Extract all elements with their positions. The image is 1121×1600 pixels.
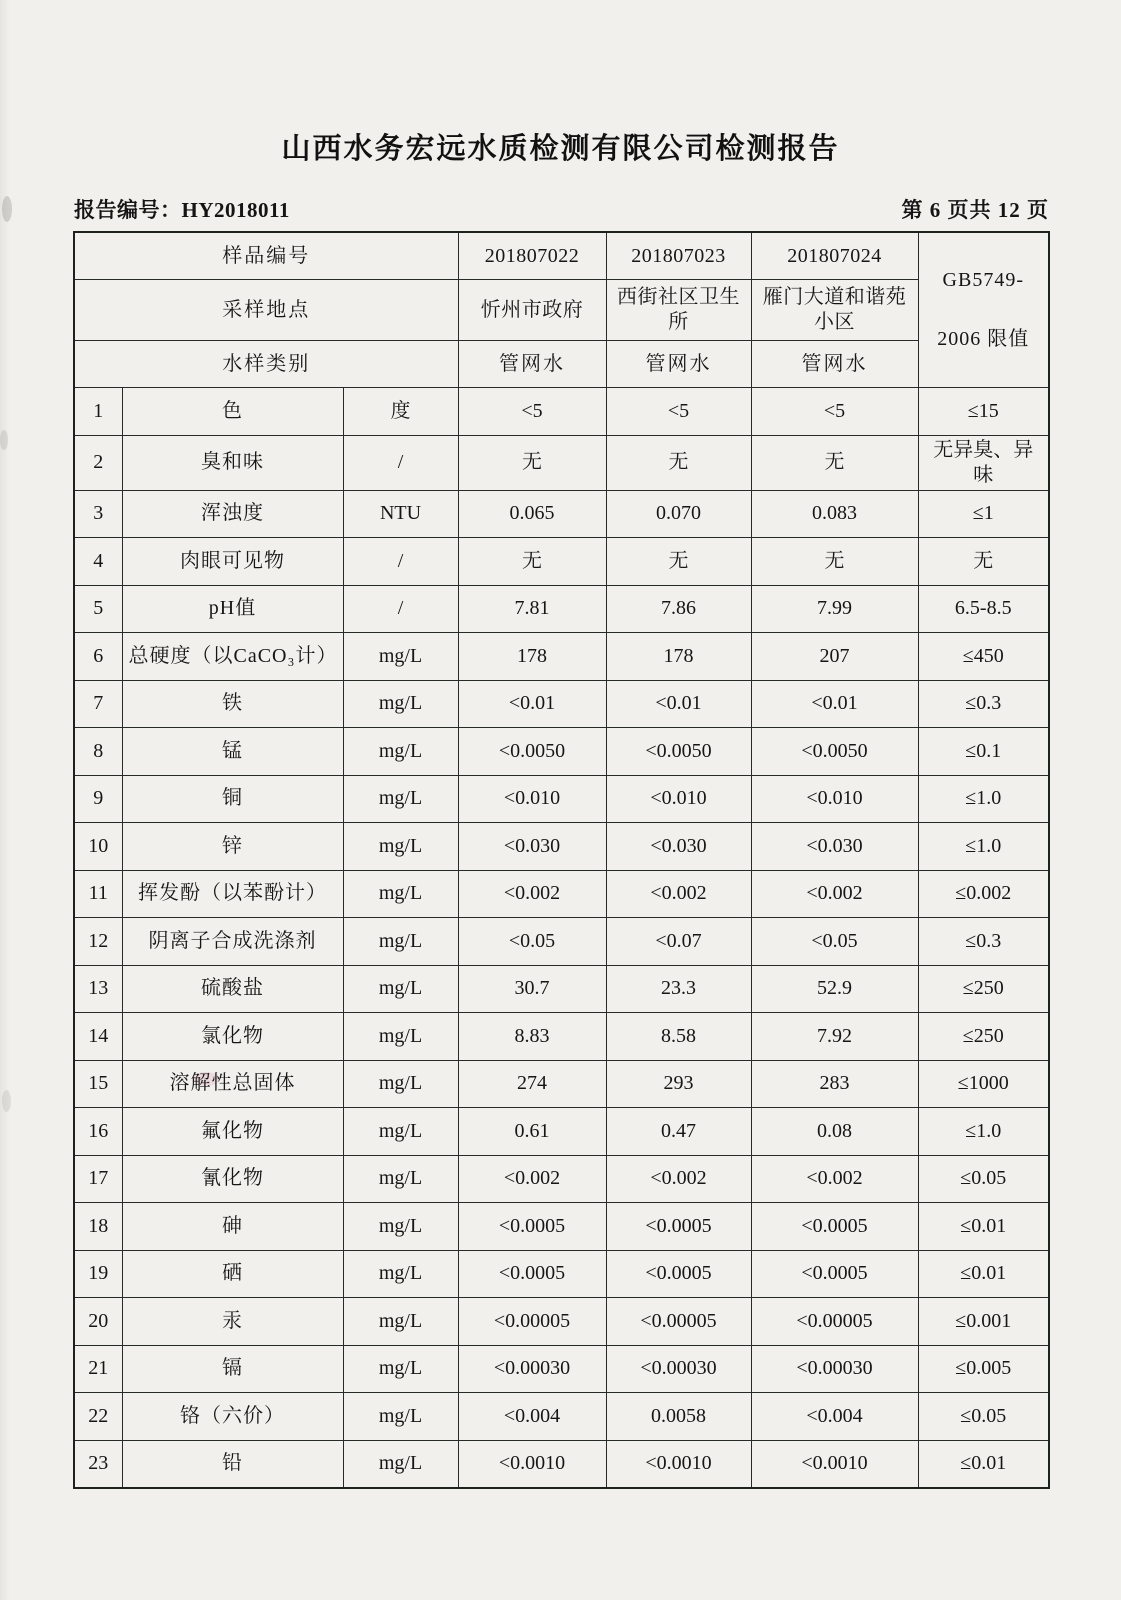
sample2-value-cell: <0.0005 xyxy=(606,1250,751,1298)
row-number-cell: 21 xyxy=(74,1345,122,1393)
table-row xyxy=(74,1203,1049,1251)
sample2-type-cell: 管网水 xyxy=(606,341,751,388)
limit-standard-label xyxy=(925,235,1043,385)
sample1-value-cell: <0.030 xyxy=(458,823,606,871)
sample1-value-cell: <0.002 xyxy=(458,870,606,918)
table-row xyxy=(74,1440,1049,1488)
table-row xyxy=(74,823,1049,871)
report-number-label: 报告编号： xyxy=(74,198,182,222)
sample2-value-cell: <0.00005 xyxy=(606,1298,751,1346)
row-number-cell: 3 xyxy=(74,490,122,538)
row-number-cell: 9 xyxy=(74,775,122,823)
parameter-name-cell: 总硬度（以CaCO₃计） xyxy=(122,633,343,681)
sample1-value-cell: 无 xyxy=(458,538,606,586)
limit-value-cell: ≤1000 xyxy=(918,1060,1049,1108)
parameter-name-cell: 汞 xyxy=(122,1298,343,1346)
sample1-value-cell: <0.0005 xyxy=(458,1203,606,1251)
sample2-value-cell: 0.070 xyxy=(606,490,751,538)
row-number-cell: 23 xyxy=(74,1440,122,1488)
sample3-value-cell: <0.00005 xyxy=(751,1298,918,1346)
scan-artifact xyxy=(0,430,8,450)
sample2-value-cell: <0.00030 xyxy=(606,1345,751,1393)
limit-value-cell: 无 xyxy=(918,538,1049,586)
sample3-value-cell: 无 xyxy=(751,435,918,490)
sample2-value-cell: <5 xyxy=(606,388,751,436)
unit-cell: mg/L xyxy=(343,870,458,918)
results-table xyxy=(73,231,1050,1489)
sample1-no-cell: 201807022 xyxy=(458,232,606,280)
unit-cell: mg/L xyxy=(343,1013,458,1061)
sample2-value-cell: 0.47 xyxy=(606,1108,751,1156)
table-row xyxy=(74,1393,1049,1441)
unit-cell: mg/L xyxy=(343,728,458,776)
table-row xyxy=(74,1060,1049,1108)
parameter-name-cell: 铅 xyxy=(122,1440,343,1488)
sample1-value-cell: <0.004 xyxy=(458,1393,606,1441)
parameter-name-cell: 硫酸盐 xyxy=(122,965,343,1013)
sample1-value-cell: <0.00030 xyxy=(458,1345,606,1393)
sample1-value-cell: 274 xyxy=(458,1060,606,1108)
limit-value-cell: ≤0.1 xyxy=(918,728,1049,776)
sample3-value-cell: <0.030 xyxy=(751,823,918,871)
parameter-name-cell: 铁 xyxy=(122,680,343,728)
table-row xyxy=(74,1250,1049,1298)
limit-value-cell: ≤250 xyxy=(918,1013,1049,1061)
header-row-sample-no xyxy=(74,232,1049,280)
sample3-value-cell: 0.083 xyxy=(751,490,918,538)
sample2-value-cell: 293 xyxy=(606,1060,751,1108)
sample1-value-cell: 30.7 xyxy=(458,965,606,1013)
page-number-indicator: 第 6 页共 12 页 xyxy=(901,198,1049,222)
unit-cell: mg/L xyxy=(343,775,458,823)
unit-cell: mg/L xyxy=(343,633,458,681)
sample2-value-cell: <0.07 xyxy=(606,918,751,966)
limit-value-cell: ≤15 xyxy=(918,388,1049,436)
table-body xyxy=(74,388,1049,1489)
table-row xyxy=(74,965,1049,1013)
sample-no-label-cell: 样品编号 xyxy=(74,232,458,280)
sample3-value-cell: <5 xyxy=(751,388,918,436)
unit-cell: / xyxy=(343,435,458,490)
row-number-cell: 11 xyxy=(74,870,122,918)
parameter-name-cell: 臭和味 xyxy=(122,435,343,490)
parameter-name-cell: 锰 xyxy=(122,728,343,776)
limit-value-cell: ≤0.01 xyxy=(918,1440,1049,1488)
table-row xyxy=(74,1155,1049,1203)
sample3-value-cell: 283 xyxy=(751,1060,918,1108)
report-number-value: HY2018011 xyxy=(181,198,290,222)
parameter-name-cell: 色 xyxy=(122,388,343,436)
sample2-value-cell: 8.58 xyxy=(606,1013,751,1061)
row-number-cell: 6 xyxy=(74,633,122,681)
sample2-value-cell: 0.0058 xyxy=(606,1393,751,1441)
sample2-value-cell: <0.0050 xyxy=(606,728,751,776)
scan-edge-shadow xyxy=(0,0,10,1600)
location-label-cell: 采样地点 xyxy=(74,280,458,341)
sample2-value-cell: <0.002 xyxy=(606,870,751,918)
limit-value-cell: ≤0.3 xyxy=(918,680,1049,728)
table-row xyxy=(74,435,1049,490)
unit-cell: mg/L xyxy=(343,680,458,728)
sample1-value-cell: <5 xyxy=(458,388,606,436)
sample3-type-cell: 管网水 xyxy=(751,341,918,388)
unit-cell: NTU xyxy=(343,490,458,538)
table-row xyxy=(74,1298,1049,1346)
sample1-value-cell: <0.05 xyxy=(458,918,606,966)
sample3-value-cell: <0.002 xyxy=(751,1155,918,1203)
row-number-cell: 1 xyxy=(74,388,122,436)
unit-cell: mg/L xyxy=(343,1440,458,1488)
sample3-value-cell: 7.92 xyxy=(751,1013,918,1061)
sample2-value-cell: 7.86 xyxy=(606,585,751,633)
limit-value-cell: 6.5-8.5 xyxy=(918,585,1049,633)
sample1-value-cell: 无 xyxy=(458,435,606,490)
unit-cell: mg/L xyxy=(343,1250,458,1298)
limit-standard-line1: GB5749- xyxy=(942,269,1024,292)
parameter-name-cell: 肉眼可见物 xyxy=(122,538,343,586)
table-row xyxy=(74,633,1049,681)
parameter-name-cell: 氟化物 xyxy=(122,1108,343,1156)
parameter-name-cell: 砷 xyxy=(122,1203,343,1251)
row-number-cell: 22 xyxy=(74,1393,122,1441)
limit-standard-header-cell xyxy=(918,232,1049,388)
limit-standard-line2: 2006 限值 xyxy=(937,327,1030,350)
parameter-name-cell: 阴离子合成洗涤剂 xyxy=(122,918,343,966)
sample2-value-cell: 23.3 xyxy=(606,965,751,1013)
sample1-value-cell: <0.010 xyxy=(458,775,606,823)
scan-artifact xyxy=(2,196,12,222)
table-row xyxy=(74,918,1049,966)
row-number-cell: 12 xyxy=(74,918,122,966)
parameter-name-cell: 浑浊度 xyxy=(122,490,343,538)
unit-cell: mg/L xyxy=(343,823,458,871)
unit-cell: mg/L xyxy=(343,965,458,1013)
unit-cell: mg/L xyxy=(343,1203,458,1251)
table-row xyxy=(74,538,1049,586)
sample2-value-cell: 178 xyxy=(606,633,751,681)
sample1-type-cell: 管网水 xyxy=(458,341,606,388)
unit-cell: mg/L xyxy=(343,918,458,966)
table-row xyxy=(74,870,1049,918)
limit-value-cell: ≤0.01 xyxy=(918,1250,1049,1298)
row-number-cell: 13 xyxy=(74,965,122,1013)
sample1-value-cell: 8.83 xyxy=(458,1013,606,1061)
table-row xyxy=(74,680,1049,728)
sample3-value-cell: 207 xyxy=(751,633,918,681)
sample1-value-cell: 0.065 xyxy=(458,490,606,538)
sample2-value-cell: <0.0005 xyxy=(606,1203,751,1251)
sample3-value-cell: 52.9 xyxy=(751,965,918,1013)
sample2-value-cell: <0.0010 xyxy=(606,1440,751,1488)
sample3-value-cell: <0.00030 xyxy=(751,1345,918,1393)
sample3-value-cell: <0.0050 xyxy=(751,728,918,776)
limit-value-cell: ≤0.002 xyxy=(918,870,1049,918)
limit-value-cell: ≤0.3 xyxy=(918,918,1049,966)
row-number-cell: 4 xyxy=(74,538,122,586)
sample2-value-cell: 无 xyxy=(606,538,751,586)
sample2-value-cell: <0.01 xyxy=(606,680,751,728)
unit-cell: mg/L xyxy=(343,1345,458,1393)
table-row xyxy=(74,585,1049,633)
row-number-cell: 18 xyxy=(74,1203,122,1251)
sample2-value-cell: <0.030 xyxy=(606,823,751,871)
sample3-value-cell: <0.004 xyxy=(751,1393,918,1441)
page-title: 山西水务宏远水质检测有限公司检测报告 xyxy=(281,133,840,165)
parameter-name-cell: 挥发酚（以苯酚计） xyxy=(122,870,343,918)
header-row-water-type xyxy=(74,341,1049,388)
sample2-location-cell: 西街社区卫生所 xyxy=(606,280,751,341)
parameter-name-cell: 氰化物 xyxy=(122,1155,343,1203)
sample1-value-cell: <0.01 xyxy=(458,680,606,728)
sample3-value-cell: <0.0005 xyxy=(751,1203,918,1251)
sample1-value-cell: 7.81 xyxy=(458,585,606,633)
unit-cell: 度 xyxy=(343,388,458,436)
limit-value-cell: ≤1.0 xyxy=(918,823,1049,871)
sample3-value-cell: <0.0005 xyxy=(751,1250,918,1298)
limit-value-cell: ≤0.001 xyxy=(918,1298,1049,1346)
table-header xyxy=(74,232,1049,388)
sample3-location-cell: 雁门大道和谐苑小区 xyxy=(751,280,918,341)
row-number-cell: 16 xyxy=(74,1108,122,1156)
sample2-value-cell: <0.010 xyxy=(606,775,751,823)
sample1-value-cell: <0.0005 xyxy=(458,1250,606,1298)
report-number xyxy=(74,194,290,224)
sample3-value-cell: <0.0010 xyxy=(751,1440,918,1488)
parameter-name-cell: 锌 xyxy=(122,823,343,871)
parameter-name-cell: 铜 xyxy=(122,775,343,823)
parameter-name-cell: 铬（六价） xyxy=(122,1393,343,1441)
row-number-cell: 7 xyxy=(74,680,122,728)
unit-cell: mg/L xyxy=(343,1298,458,1346)
table-row xyxy=(74,1013,1049,1061)
table-row xyxy=(74,728,1049,776)
header-row-location xyxy=(74,280,1049,341)
sample2-value-cell: <0.002 xyxy=(606,1155,751,1203)
limit-value-cell: 无异臭、异味 xyxy=(918,435,1049,490)
sample3-value-cell: 7.99 xyxy=(751,585,918,633)
parameter-name-cell: 镉 xyxy=(122,1345,343,1393)
unit-cell: / xyxy=(343,585,458,633)
table-row xyxy=(74,775,1049,823)
unit-cell: mg/L xyxy=(343,1060,458,1108)
sample1-value-cell: <0.0010 xyxy=(458,1440,606,1488)
parameter-name-cell: 溶解性总固体 xyxy=(122,1060,343,1108)
row-number-cell: 20 xyxy=(74,1298,122,1346)
sample3-value-cell: <0.05 xyxy=(751,918,918,966)
sample1-value-cell: <0.00005 xyxy=(458,1298,606,1346)
unit-cell: mg/L xyxy=(343,1108,458,1156)
table-row xyxy=(74,490,1049,538)
limit-value-cell: ≤0.05 xyxy=(918,1393,1049,1441)
row-number-cell: 17 xyxy=(74,1155,122,1203)
sample3-value-cell: 0.08 xyxy=(751,1108,918,1156)
sample1-value-cell: 178 xyxy=(458,633,606,681)
row-number-cell: 10 xyxy=(74,823,122,871)
sample1-value-cell: <0.002 xyxy=(458,1155,606,1203)
row-number-cell: 15 xyxy=(74,1060,122,1108)
table-row xyxy=(74,1108,1049,1156)
limit-value-cell: ≤1 xyxy=(918,490,1049,538)
row-number-cell: 19 xyxy=(74,1250,122,1298)
table-row xyxy=(74,388,1049,436)
sample3-value-cell: <0.002 xyxy=(751,870,918,918)
row-number-cell: 14 xyxy=(74,1013,122,1061)
sample3-value-cell: <0.01 xyxy=(751,680,918,728)
water-type-label-cell: 水样类别 xyxy=(74,341,458,388)
limit-value-cell: ≤250 xyxy=(918,965,1049,1013)
row-number-cell: 8 xyxy=(74,728,122,776)
row-number-cell: 5 xyxy=(74,585,122,633)
parameter-name-cell: 硒 xyxy=(122,1250,343,1298)
sample2-value-cell: 无 xyxy=(606,435,751,490)
limit-value-cell: ≤450 xyxy=(918,633,1049,681)
limit-value-cell: ≤1.0 xyxy=(918,775,1049,823)
table-row xyxy=(74,1345,1049,1393)
sample2-no-cell: 201807023 xyxy=(606,232,751,280)
report-meta-row xyxy=(74,194,1049,224)
unit-cell: mg/L xyxy=(343,1155,458,1203)
sample1-location-cell: 忻州市政府 xyxy=(458,280,606,341)
row-number-cell: 2 xyxy=(74,435,122,490)
sample3-no-cell: 201807024 xyxy=(751,232,918,280)
unit-cell: mg/L xyxy=(343,1393,458,1441)
scan-artifact xyxy=(2,1090,11,1112)
parameter-name-cell: pH值 xyxy=(122,585,343,633)
limit-value-cell: ≤0.05 xyxy=(918,1155,1049,1203)
limit-value-cell: ≤0.005 xyxy=(918,1345,1049,1393)
sample1-value-cell: 0.61 xyxy=(458,1108,606,1156)
sample3-value-cell: <0.010 xyxy=(751,775,918,823)
limit-value-cell: ≤1.0 xyxy=(918,1108,1049,1156)
limit-value-cell: ≤0.01 xyxy=(918,1203,1049,1251)
unit-cell: / xyxy=(343,538,458,586)
parameter-name-cell: 氯化物 xyxy=(122,1013,343,1061)
sample3-value-cell: 无 xyxy=(751,538,918,586)
sample1-value-cell: <0.0050 xyxy=(458,728,606,776)
